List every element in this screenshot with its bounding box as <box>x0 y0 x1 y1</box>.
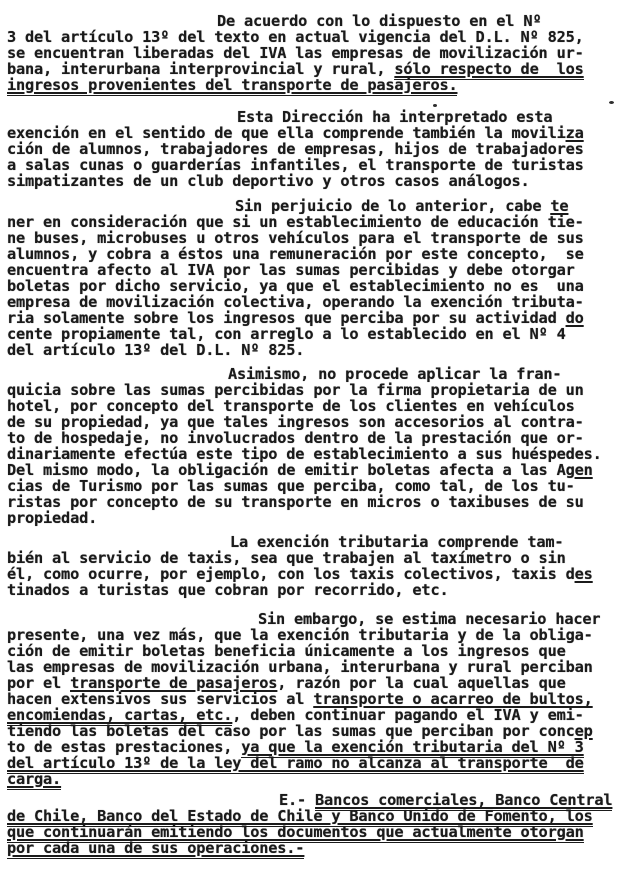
text-line <box>7 342 625 358</box>
text-line <box>7 61 625 77</box>
text-segment: Asimismo, no procede aplicar la fran- <box>228 365 562 383</box>
paragraph-education-establishments <box>7 198 625 358</box>
underlined-text: encomiendas, cartas, etc. <box>7 706 233 724</box>
paragraph-hotels-tourism-agencies <box>7 366 625 526</box>
text-line <box>7 13 625 29</box>
underlined-text: que continuarán emitiendo los documentos que actualmente otorgan <box>7 823 584 841</box>
text-line <box>7 214 625 230</box>
text-segment: de su propiedad, ya que tales ingresos son accesorios al contra- <box>7 413 584 431</box>
text-segment: ción de alumnos, trabajadores de empresas, hijos de trabajadores <box>7 140 584 158</box>
text-segment: 3 del artículo 13º del texto en actual vigencia del D.L. Nº 825, <box>7 28 584 46</box>
text-segment: cias de Turismo por las sumas que perciba, como tal, de los tu- <box>7 477 575 495</box>
underlined-text: del artículo 13º de la ley del ramo no alcanza al transporte de <box>7 754 584 772</box>
text-segment: propiedad. <box>7 509 98 527</box>
text-segment: Sin perjuicio de lo anterior, cabe <box>235 197 551 215</box>
underlined-text: ingresos provenientes del transporte de pasajeros. <box>7 76 458 94</box>
text-line <box>7 582 625 598</box>
text-segment: E.- <box>279 791 316 809</box>
text-segment: presente, una vez más, que la exención tributaria y de la obliga- <box>7 626 593 644</box>
text-line <box>7 707 625 723</box>
text-line <box>7 792 625 808</box>
text-segment: , deben continuar pagando el IVA y emi- <box>232 706 584 724</box>
text-line <box>7 627 625 643</box>
text-segment: las empresas de movilización urbana, interurbana y rural perciban <box>7 658 593 676</box>
text-segment: hotel, por concepto del transporte de los clientes en vehículos <box>7 397 575 415</box>
text-segment: alumnos, y cobra a éstos una remuneración por este concepto, se <box>7 245 584 263</box>
text-segment: tiendo las boletas del caso por las sumas que perciban por conc <box>7 722 575 740</box>
text-segment: él, como ocurre, por ejemplo, con los taxis colectivos, taxis d <box>7 565 575 583</box>
text-line <box>7 198 625 214</box>
text-segment: dinariamente efectúa este tipo de establecimiento a sus huéspedes. <box>7 445 602 463</box>
underlined-text: por cada una de sus operaciones.- <box>7 839 305 857</box>
text-segment: ne buses, microbuses u otros vehículos para el transporte de sus <box>7 229 584 247</box>
text-line <box>7 494 625 510</box>
text-line <box>7 45 625 61</box>
text-line <box>7 675 625 691</box>
text-line <box>7 824 625 840</box>
text-line <box>7 173 625 189</box>
paragraph-taxi-services <box>7 534 625 598</box>
text-segment: ristas por concepto de su transporte en micros o taxibuses de su <box>7 493 584 511</box>
text-segment: La exención tributaria comprende tam- <box>230 533 564 551</box>
paragraph-iva-exemption-intro <box>7 13 625 93</box>
underlined-text: te <box>550 197 569 215</box>
text-segment: hacen extensivos sus servicios al <box>7 690 314 708</box>
paragraph-cargo-not-exempt <box>7 611 625 787</box>
text-line <box>7 478 625 494</box>
ink-speck <box>609 101 614 104</box>
text-line <box>7 566 625 582</box>
underlined-text: za <box>565 124 584 142</box>
text-segment: ria solamente sobre los ingresos que perciba por su actividad <box>7 309 566 327</box>
text-segment: De acuerdo con lo dispuesto en el Nº <box>217 12 542 30</box>
underlined-text: de Chile, Banco del Estado de Chile y Banco Unido de Fomento, los <box>7 807 593 825</box>
text-segment: exención en el sentido de que ella comprende también la movili <box>7 124 566 142</box>
text-segment: se encuentran liberadas del IVA las empresas de movilización ur- <box>7 44 584 62</box>
text-line <box>7 510 625 526</box>
text-line <box>7 430 625 446</box>
text-line <box>7 739 625 755</box>
underlined-text: transporte de pasajeros <box>70 674 278 692</box>
text-line <box>7 643 625 659</box>
text-line <box>7 723 625 739</box>
text-line <box>7 446 625 462</box>
text-segment: boletas por dicho servicio, ya que el establecimiento no es una <box>7 277 584 295</box>
underlined-text: es <box>574 565 593 583</box>
underlined-text: ep <box>574 722 593 740</box>
text-line <box>7 550 625 566</box>
text-segment: del artículo 13º del D.L. Nº 825. <box>7 341 305 359</box>
text-segment: bién al servicio de taxis, sea que trabajen al taxímetro o sin <box>7 549 566 567</box>
text-segment: empresa de movilización colectiva, operando la exención tributa- <box>7 293 584 311</box>
text-line <box>7 611 625 627</box>
text-segment: Esta Dirección ha interpretado esta <box>237 108 553 126</box>
text-segment: ner en consideración que si un establecimiento de educación tie- <box>7 213 584 231</box>
text-line <box>7 659 625 675</box>
text-line <box>7 310 625 326</box>
text-line <box>7 141 625 157</box>
paragraph-banks <box>7 792 625 856</box>
text-segment: simpatizantes de un club deportivo y otros casos análogos. <box>7 172 530 190</box>
underlined-text: sólo respecto de los <box>394 60 584 78</box>
text-line <box>7 262 625 278</box>
underlined-text: en <box>574 461 593 479</box>
text-line <box>7 462 625 478</box>
text-segment: encuentra afecto al IVA por las sumas percibidas y debe otorgar <box>7 261 575 279</box>
text-segment: tinados a turistas que cobran por recorrido, etc. <box>7 581 449 599</box>
text-segment: a salas cunas o guarderías infantiles, el transporte de turistas <box>7 156 584 174</box>
text-line <box>7 398 625 414</box>
text-line <box>7 534 625 550</box>
text-line <box>7 246 625 262</box>
paragraph-direction-interpretation <box>7 109 625 189</box>
text-segment: cente propiamente tal, con arreglo a lo establecido en el Nº 4 <box>7 325 566 343</box>
text-segment: to de hospedaje, no involucrados dentro de la prestación que or- <box>7 429 584 447</box>
underlined-text: ya que la exención tributaria del Nº 3 <box>241 738 584 756</box>
text-segment: Sin embargo, se estima necesario hacer <box>258 610 601 628</box>
text-line <box>7 109 625 125</box>
text-segment: ción de emitir boletas beneficia únicamente a los ingresos que <box>7 642 566 660</box>
text-line <box>7 755 625 771</box>
ink-speck <box>433 104 437 107</box>
underlined-text: carga. <box>7 770 62 788</box>
text-line <box>7 230 625 246</box>
underlined-text: Bancos comerciales, Banco Central <box>315 791 613 809</box>
text-line <box>7 278 625 294</box>
underlined-text: transporte o acarreo de bultos, <box>313 690 593 708</box>
text-line <box>7 382 625 398</box>
text-line <box>7 808 625 824</box>
text-line <box>7 326 625 342</box>
text-line <box>7 414 625 430</box>
text-line <box>7 294 625 310</box>
text-segment: quicia sobre las sumas percibidas por la firma propietaria de un <box>7 381 584 399</box>
text-line <box>7 366 625 382</box>
text-segment: Del mismo modo, la obligación de emitir boletas afecta a las Ag <box>7 461 575 479</box>
text-segment: por el <box>7 674 71 692</box>
text-line <box>7 29 625 45</box>
text-line <box>7 691 625 707</box>
text-segment: bana, interurbana interprovincial y rural, <box>7 60 395 78</box>
text-segment: , razón por la cual aquellas que <box>277 674 566 692</box>
text-line <box>7 157 625 173</box>
text-line <box>7 125 625 141</box>
underlined-text: do <box>565 309 584 327</box>
text-segment: to de estas prestaciones, <box>7 738 242 756</box>
